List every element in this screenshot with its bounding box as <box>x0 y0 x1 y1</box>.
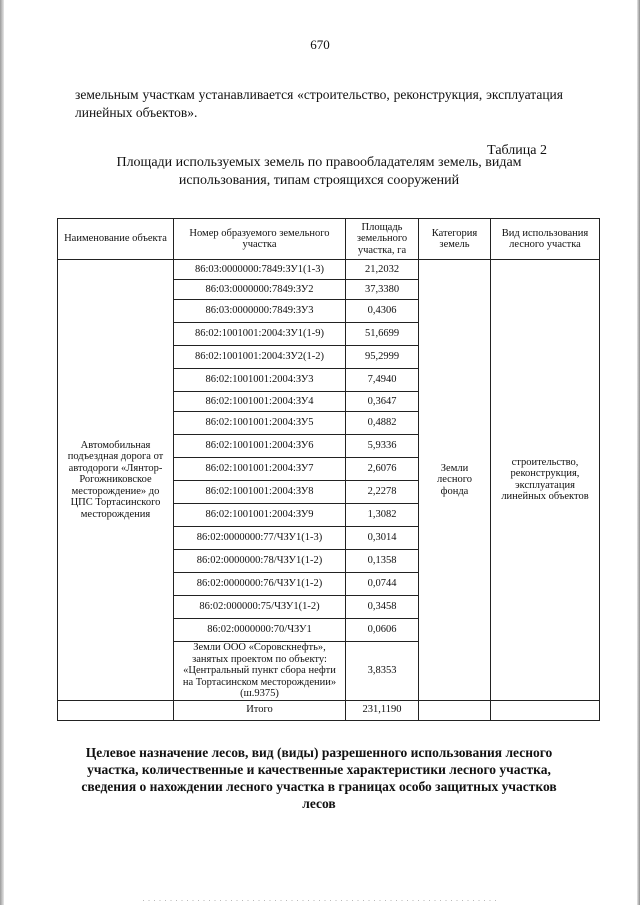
land-area-table <box>57 218 600 721</box>
area-cell: 95,2999 <box>346 346 419 369</box>
area-cell: 0,3647 <box>346 392 419 412</box>
parcel-number-cell: 86:02:1001001:2004:ЗУ6 <box>174 435 346 458</box>
parcel-number-cell: 86:03:0000000:7849:ЗУ3 <box>174 300 346 323</box>
table-total-row <box>58 700 600 720</box>
intro-paragraph: земельным участкам устанавливается «строительство, реконструкция, эксплуатация линейных объектов». <box>75 87 563 120</box>
area-cell: 1,3082 <box>346 504 419 527</box>
header-area: Площадь земельного участка, га <box>346 219 419 260</box>
parcel-number-cell: 86:03:0000000:7849:ЗУ1(1-3) <box>174 260 346 280</box>
parcel-number-cell: 86:02:1001001:2004:ЗУ1(1-9) <box>174 323 346 346</box>
header-parcel: Номер образуемого земельного участка <box>174 219 346 260</box>
area-cell: 0,0744 <box>346 573 419 596</box>
parcel-number-cell: 86:02:000000:75/ЧЗУ1(1-2) <box>174 596 346 619</box>
parcel-number-cell: 86:02:1001001:2004:ЗУ5 <box>174 412 346 435</box>
parcel-number-cell: Земли ООО «Соровскнефть», занятых проектом по объекту: «Центральный пункт сбора нефти на Тортасинском месторождении» (ш.9375) <box>174 642 346 701</box>
area-cell: 0,3014 <box>346 527 419 550</box>
total-label: Итого <box>174 700 346 720</box>
parcel-number-cell: 86:03:0000000:7849:ЗУ2 <box>174 280 346 300</box>
table-row <box>58 260 600 280</box>
parcel-number-cell: 86:02:1001001:2004:ЗУ9 <box>174 504 346 527</box>
header-object: Наименование объекта <box>58 219 174 260</box>
area-cell: 0,0606 <box>346 619 419 642</box>
scan-footer-noise: . . . . . . . . . . . . . . . . . . . . . . . . . . . . . . . . . . . . . . . . . . . . . . . . . . . . . . . . . . . . . . . . . <box>142 895 498 903</box>
object-name-cell: Автомобильная подъездная дорога от автодороги «Лянтор-Рогожниковское месторождение» до ЦПС Тортасинского месторождения <box>58 260 174 701</box>
area-cell: 2,2278 <box>346 481 419 504</box>
area-cell: 7,4940 <box>346 369 419 392</box>
total-empty-cell <box>419 700 491 720</box>
parcel-number-cell: 86:02:1001001:2004:ЗУ3 <box>174 369 346 392</box>
section-heading: Целевое назначение лесов, вид (виды) разрешенного использования лесного участка, количественные и качественные характеристики лесного участка, сведения о нахождении лесного участка в границах особо защитных участков лесов <box>81 745 557 811</box>
header-use: Вид использования лесного участка <box>491 219 600 260</box>
parcel-number-cell: 86:02:1001001:2004:ЗУ2(1-2) <box>174 346 346 369</box>
parcel-number-cell: 86:02:0000000:77/ЧЗУ1(1-3) <box>174 527 346 550</box>
parcel-number-cell: 86:02:0000000:78/ЧЗУ1(1-2) <box>174 550 346 573</box>
table-header-row <box>58 219 600 260</box>
total-value: 231,1190 <box>346 700 419 720</box>
parcel-number-cell: 86:02:0000000:76/ЧЗУ1(1-2) <box>174 573 346 596</box>
parcel-number-cell: 86:02:1001001:2004:ЗУ4 <box>174 392 346 412</box>
parcel-number-cell: 86:02:0000000:70/ЧЗУ1 <box>174 619 346 642</box>
parcel-number-cell: 86:02:1001001:2004:ЗУ7 <box>174 458 346 481</box>
area-cell: 2,6076 <box>346 458 419 481</box>
area-cell: 0,4306 <box>346 300 419 323</box>
area-cell: 0,1358 <box>346 550 419 573</box>
area-cell: 51,6699 <box>346 323 419 346</box>
total-empty-cell <box>58 700 174 720</box>
area-cell: 21,2032 <box>346 260 419 280</box>
area-cell: 3,8353 <box>346 642 419 701</box>
area-cell: 5,9336 <box>346 435 419 458</box>
scan-left-edge <box>0 0 4 905</box>
total-empty-cell <box>491 700 600 720</box>
area-cell: 0,3458 <box>346 596 419 619</box>
area-cell: 0,4882 <box>346 412 419 435</box>
header-category: Категория земель <box>419 219 491 260</box>
parcel-number-cell: 86:02:1001001:2004:ЗУ8 <box>174 481 346 504</box>
area-cell: 37,3380 <box>346 280 419 300</box>
table-label: Таблица 2 <box>487 143 547 158</box>
category-cell: Земли лесного фонда <box>419 260 491 701</box>
table-title: Площади используемых земель по правообладателям земель, видам использования, типам строящихся сооружений <box>116 155 522 188</box>
page-number: 670 <box>310 37 330 52</box>
use-type-cell: строительство, реконструкция, эксплуатация линейных объектов <box>491 260 600 701</box>
